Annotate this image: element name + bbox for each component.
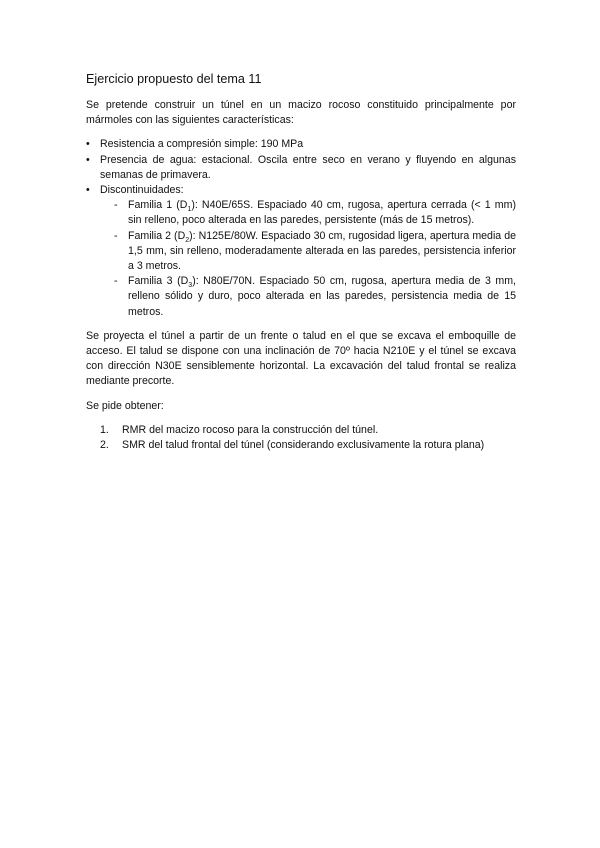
bullet-text: Discontinuidades: (100, 184, 184, 197)
family-description: ): N80E/70N. Espaciado 50 cm, rugosa, apertura media de 3 mm, relleno sólido y duro, poco alterada en las paredes, persistencia media de 15 metros. (128, 275, 516, 318)
task-item (100, 438, 516, 453)
family-subscript: 3 (188, 282, 193, 290)
dash-icon: - (114, 229, 118, 242)
family-description: ): N125E/80W. Espaciado 30 cm, rugosidad ligera, apertura media de 1,5 mm, sin relleno, moderadamente alterada en las paredes, persistencia inferior a 3 metros. (128, 229, 516, 273)
family-item (114, 274, 516, 320)
family-name: Familia 3 (D (128, 275, 189, 288)
family-subscript: 2 (185, 236, 190, 244)
dash-icon: - (114, 275, 118, 288)
bullet-icon: • (86, 138, 90, 151)
task-item (100, 423, 516, 438)
list-item (86, 137, 516, 152)
bullet-text: Presencia de agua: estacional. Oscila entre seco en verano y fluyendo en algunas semanas de primavera. (100, 153, 516, 181)
list-item (86, 153, 516, 183)
bullet-text: Resistencia a compresión simple: 190 MPa (100, 138, 304, 151)
project-paragraph: Se proyecta el túnel a partir de un frente o talud en el que se excava el emboquille de acceso. El talud se dispone con una inclinación de 70º hacia N210E y el túnel se excava con dirección N30E sensiblemente horizontal. La excavación del talud frontal se realiza mediante precorte. (86, 329, 516, 388)
bullet-icon: • (86, 184, 90, 197)
intro-paragraph: Se pretende construir un túnel en un macizo rocoso constituido principalmente por mármoles con las siguientes características: (86, 99, 516, 127)
bullet-icon: • (86, 153, 90, 166)
tasks-list (86, 423, 516, 453)
family-name: Familia 2 (D (128, 229, 186, 242)
family-name: Familia 1 (D (128, 199, 188, 212)
family-item (114, 198, 516, 228)
family-item (114, 229, 516, 275)
task-text: SMR del talud frontal del túnel (considerando exclusivamente la rotura plana) (122, 439, 485, 452)
family-description: ): N40E/65S. Espaciado 40 cm, rugosa, apertura cerrada (< 1 mm) sin relleno, poco alterada en las paredes, persistente (más de 15 metros). (128, 199, 516, 227)
family-subscript: 1 (187, 206, 192, 214)
document-title: Ejercicio propuesto del tema 11 (86, 72, 262, 86)
list-item (86, 183, 516, 320)
dash-icon: - (114, 199, 118, 212)
task-text: RMR del macizo rocoso para la construcción del túnel. (122, 423, 379, 436)
document-page (86, 70, 516, 453)
ask-paragraph: Se pide obtener: (86, 399, 164, 412)
discontinuities-list (100, 198, 516, 320)
task-number: 1. (100, 423, 109, 436)
characteristics-list (86, 137, 516, 319)
task-number: 2. (100, 439, 109, 452)
